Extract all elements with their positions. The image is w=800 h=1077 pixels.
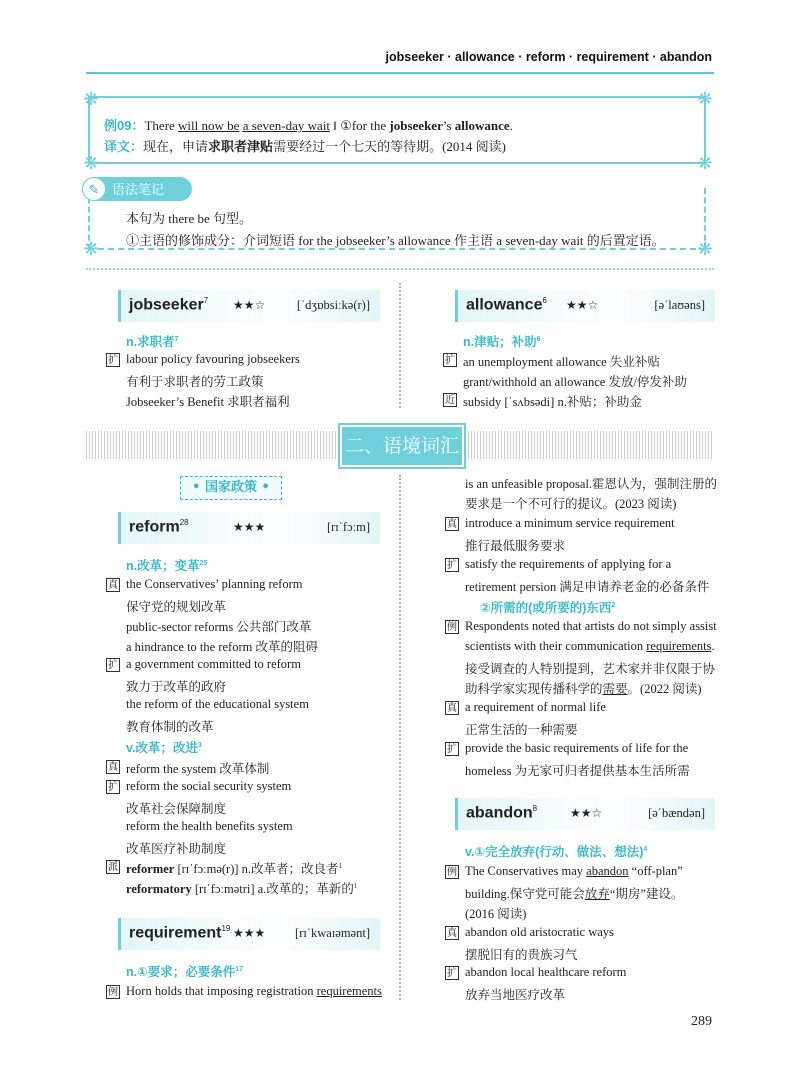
mark-kuo: 扩 (447, 560, 457, 571)
phrase-translation: 改革医疗补助制度 (126, 842, 227, 856)
section-banner: 二、语境词汇 (340, 425, 464, 467)
mark-zhen: 真 (108, 762, 118, 773)
phrase: abandon old aristocratic ways (465, 925, 614, 939)
ornament-icon: ❋ (83, 239, 99, 259)
derivative: reformatory [rɪˈfɔːmətri] a.改革的；革新的$^1$ (126, 881, 358, 896)
mark-kuo: 扩 (108, 355, 118, 366)
part-of-speech: n.求职者$^7$ (126, 335, 179, 349)
phrase-translation: retirement persion 满足申请养老金的必备条件 (465, 580, 710, 594)
banner-stripe (86, 431, 338, 459)
mark-kuo: 扩 (445, 355, 455, 366)
note-line: ①主语的修饰成分：介词短语 for the jobseeker’s allowance 作主语 a seven-day wait 的后置定语。 (126, 233, 665, 248)
running-header: jobseeker · allowance · reform · requirement · abandon (385, 50, 712, 64)
phrase: Jobseeker’s Benefit 求职者福利 (126, 395, 290, 409)
phrase: labour policy favouring jobseekers (126, 352, 300, 366)
derivative: reformer [rɪˈfɔːmə(r)] n.改革者；改良者$^1$ (126, 861, 343, 876)
column-divider (399, 283, 407, 408)
phrase-translation: 教育体制的改革 (126, 720, 214, 734)
ornament-icon: ❋ (697, 239, 713, 259)
phrase-translation: 保守党的规划改革 (126, 600, 227, 614)
mark-pai: 派 (108, 862, 118, 873)
mark-zhen: 真 (447, 703, 457, 714)
example-sentence: The Conservatives may abandon “off-plan” (465, 864, 683, 878)
phrase: an unemployment allowance 失业补贴 (463, 355, 660, 369)
phrase: reform the system 改革体制 (126, 762, 270, 776)
phrase-translation: 有利于求职者的劳工政策 (126, 375, 264, 389)
note-line: 本句为 there be 句型。 (126, 211, 253, 226)
phrase: introduce a minimum service requirement (465, 516, 675, 530)
example-translation: 译文：现在，申请求职者津贴需要经过一个七天的等待期。(2014 阅读) (104, 139, 506, 154)
phrase-translation: homeless 为无家可归者提供基本生活所需 (465, 764, 690, 778)
phrase: the Conservatives’ planning reform (126, 577, 303, 591)
pen-icon: ✎ (82, 177, 106, 201)
phrase-translation: 推行最低服务要求 (465, 539, 566, 553)
phrase-translation: 改革社会保障制度 (126, 802, 227, 816)
phrase-translation: 正常生活的一种需要 (465, 723, 578, 737)
example-sentence: Horn holds that imposing registration requirements (126, 984, 382, 998)
mark-kuo: 扩 (108, 660, 118, 671)
ornament-icon: ❋ (697, 153, 713, 173)
mark-zhen: 真 (108, 580, 118, 591)
phrase-translation: 放弃当地医疗改革 (465, 988, 566, 1002)
section-divider (86, 268, 714, 270)
example-source: (2016 阅读) (465, 907, 527, 921)
part-of-speech: n.津贴；补助$^6$ (463, 335, 541, 349)
phrase: a hindrance to the reform 改革的阻碍 (126, 640, 318, 654)
mark-li: 例 (447, 867, 457, 878)
part-of-speech: v.①完全放弃(行动、做法、想法)$^4$ (465, 845, 648, 859)
mark-kuo: 扩 (108, 782, 118, 793)
word-head-jobseeker: jobseeker$^7$ ★★☆ [ˈdʒɒbsiːkə(r)] (118, 290, 380, 322)
page-number: 289 (691, 1014, 712, 1029)
word-head-reform: reform$^{28}$ ★★★ [rɪˈfɔːm] (118, 512, 380, 544)
mark-li: 例 (108, 987, 118, 998)
part-of-speech: ②所需的(或所要的)东西$^2$ (480, 601, 616, 615)
word-head-abandon: abandon$^8$ ★★☆ [əˈbændən] (455, 798, 715, 830)
ornament-icon: ❋ (83, 153, 99, 173)
column-divider (399, 475, 407, 1000)
word-head-allowance: allowance$^6$ ★★☆ [əˈlaʊəns] (455, 290, 715, 322)
example-translation: 接受调查的人特别提到，艺术家并非仅限于协 (465, 662, 716, 676)
part-of-speech: n.改革；变革$^{25}$ (126, 559, 208, 573)
category-tag: • 国家政策 • (180, 476, 282, 500)
phrase: a requirement of normal life (465, 700, 606, 714)
phrase: reform the social security system (126, 779, 292, 793)
mark-jin: 近 (445, 395, 455, 406)
phrase: reform the health benefits system (126, 819, 293, 833)
synonym: subsidy [ˈsʌbsədi] n.补贴；补助金 (463, 395, 642, 409)
mark-li: 例 (447, 622, 457, 633)
example-translation: 助科学家实现传播科学的需要。(2022 阅读) (465, 682, 702, 696)
banner-stripe (462, 431, 714, 459)
phrase-translation: 摆脱旧有的贵族习气 (465, 948, 578, 962)
phrase: public-sector reforms 公共部门改革 (126, 620, 312, 634)
example-translation: building.保守党可能会放弃“期房”建设。 (465, 887, 684, 901)
phrase-translation: 致力于改革的政府 (126, 680, 227, 694)
phrase: abandon local healthcare reform (465, 965, 627, 979)
mark-kuo: 扩 (447, 968, 457, 979)
ornament-icon: ❋ (83, 89, 99, 109)
example-sentence: 例09：There will now be a seven-day wait ‖ ①for the jobseeker’s allowance. (104, 118, 513, 133)
phrase: the reform of the educational system (126, 697, 309, 711)
mark-zhen: 真 (447, 928, 457, 939)
header-rule (86, 72, 714, 74)
example-sentence: scientists with their communication requirements. (465, 639, 715, 653)
ornament-icon: ❋ (697, 89, 713, 109)
phrase: satisfy the requirements of applying for a (465, 557, 672, 571)
part-of-speech: n.①要求；必要条件$^{17}$ (126, 965, 243, 979)
example-continued: is an unfeasible proposal.霍恩认为，强制注册的 (465, 477, 718, 491)
part-of-speech: v.改革；改进$^3$ (126, 741, 202, 755)
example-sentence: Respondents noted that artists do not simply assist (465, 619, 717, 633)
word-head-requirement: requirement$^{19}$ ★★★ [rɪˈkwaɪəmənt] (118, 918, 380, 950)
phrase: grant/withhold an allowance 发放/停发补助 (463, 375, 687, 389)
mark-kuo: 扩 (447, 744, 457, 755)
grammar-note-tab: ✎ 语法笔记 (82, 177, 192, 201)
phrase: a government committed to reform (126, 657, 301, 671)
phrase: provide the basic requirements of life for the (465, 741, 689, 755)
mark-zhen: 真 (447, 519, 457, 530)
example-continued: 要求是一个不可行的提议。(2023 阅读) (465, 497, 677, 511)
